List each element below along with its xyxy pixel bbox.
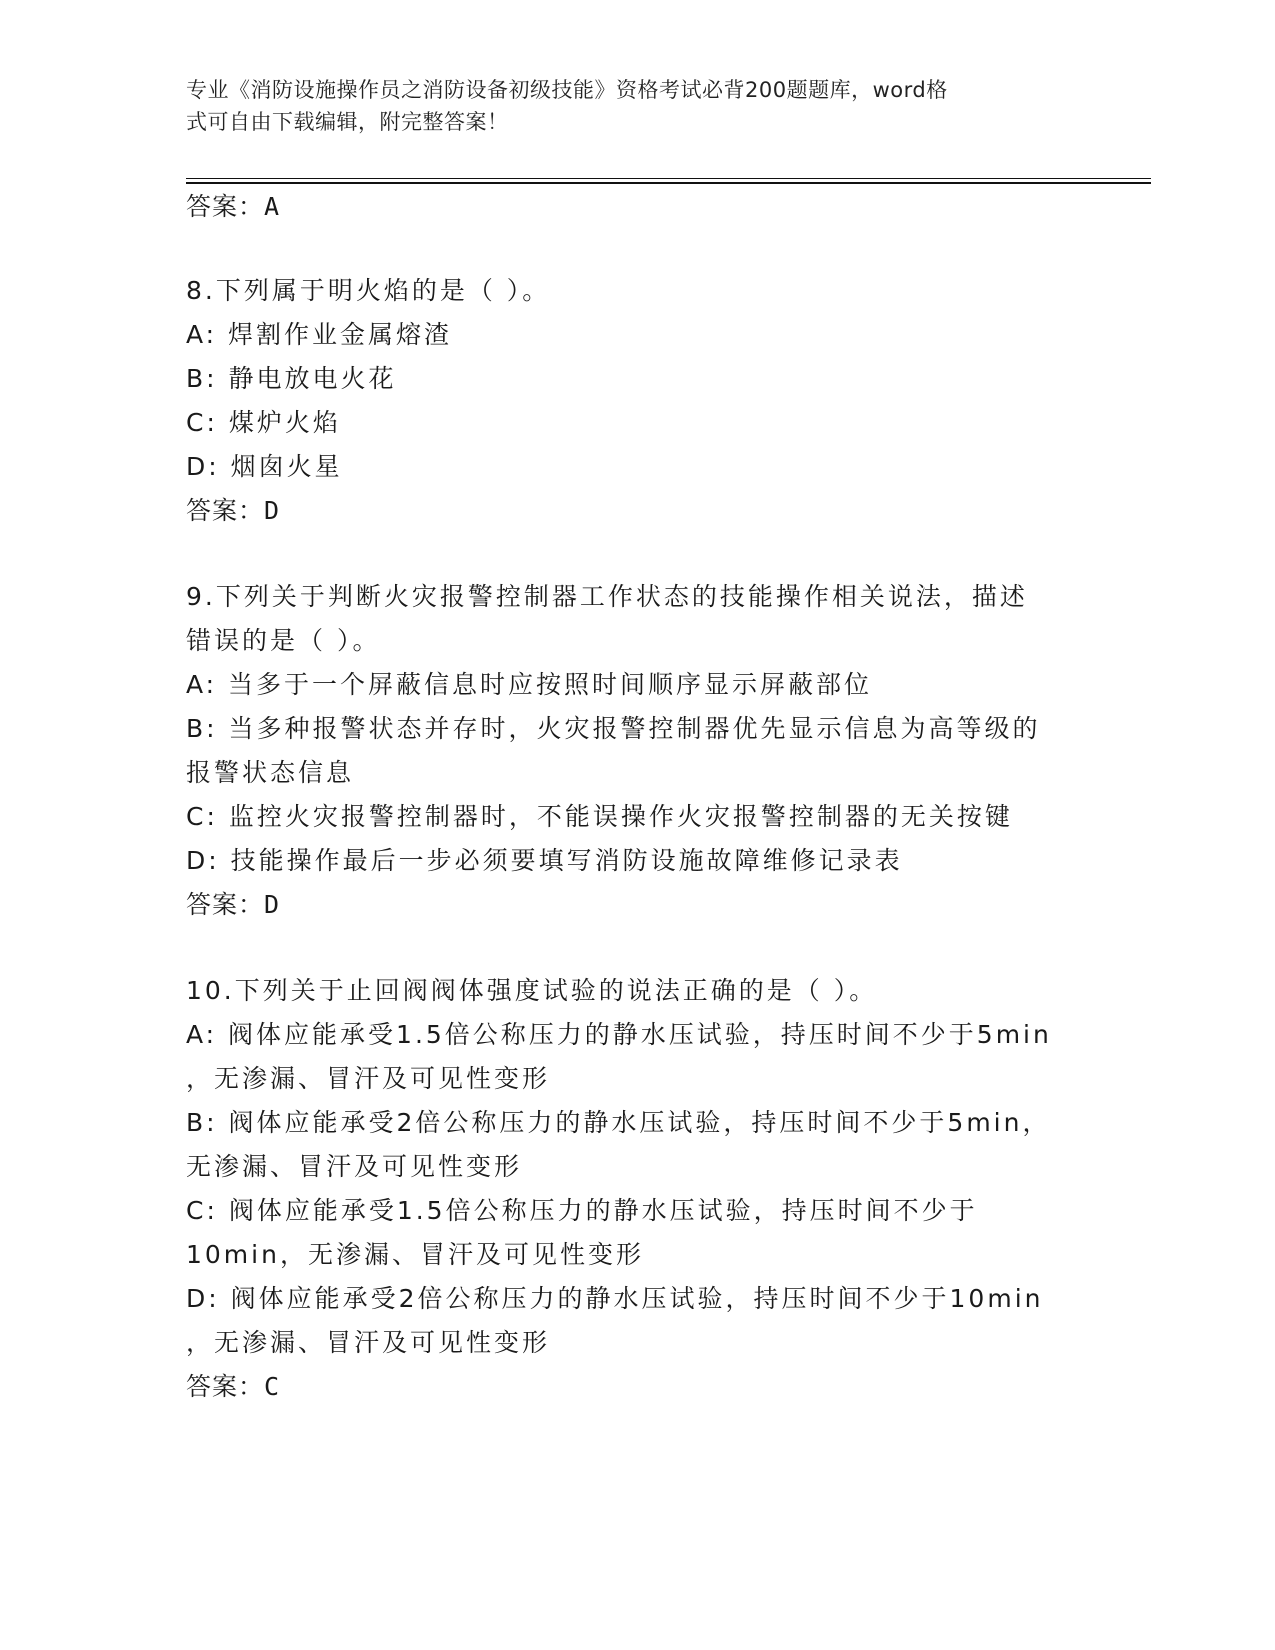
- document-header: [186, 74, 1066, 138]
- question-8-option-a: A: 焊割作业金属熔渣: [186, 320, 453, 349]
- question-10-option-d-line-2: ，无渗漏、冒汗及可见性变形: [186, 1328, 551, 1357]
- question-9-answer: 答案：D: [186, 890, 281, 919]
- question-8-option-c: C: 煤炉火焰: [186, 408, 341, 437]
- question-8-option-d: D: 烟囱火星: [186, 452, 343, 481]
- header-divider-thin: [186, 178, 1151, 179]
- question-10-option-c-line-2: 10min，无渗漏、冒汗及可见性变形: [186, 1240, 644, 1269]
- question-10-option-a-line-2: ，无渗漏、冒汗及可见性变形: [186, 1064, 551, 1093]
- question-9-stem-line-2: 错误的是（ ）。: [186, 626, 381, 655]
- previous-answer: 答案：A: [186, 192, 281, 221]
- question-9-option-b-line-1: B: 当多种报警状态并存时，火灾报警控制器优先显示信息为高等级的: [186, 714, 1041, 743]
- header-divider-thick: [186, 182, 1151, 184]
- question-10-option-c-line-1: C: 阀体应能承受1.5倍公称压力的静水压试验，持压时间不少于: [186, 1196, 978, 1225]
- question-8-option-b: B: 静电放电火花: [186, 364, 397, 393]
- question-9-option-c: C: 监控火灾报警控制器时，不能误操作火灾报警控制器的无关按键: [186, 802, 1013, 831]
- question-8-stem: 8.下列属于明火焰的是（ ）。: [186, 276, 551, 305]
- question-10-stem: 10.下列关于止回阀阀体强度试验的说法正确的是（ ）。: [186, 976, 878, 1005]
- question-10-option-b-line-1: B: 阀体应能承受2倍公称压力的静水压试验，持压时间不少于5min，: [186, 1108, 1051, 1137]
- question-9-stem-line-1: 9.下列关于判断火灾报警控制器工作状态的技能操作相关说法，描述: [186, 582, 1028, 611]
- question-8-answer: 答案：D: [186, 496, 281, 525]
- question-9-option-b-line-2: 报警状态信息: [186, 758, 355, 787]
- question-10-answer: 答案：C: [186, 1372, 281, 1401]
- question-9-option-d: D: 技能操作最后一步必须要填写消防设施故障维修记录表: [186, 846, 903, 875]
- question-10-option-d-line-1: D: 阀体应能承受2倍公称压力的静水压试验，持压时间不少于10min: [186, 1284, 1044, 1313]
- question-10-option-b-line-2: 无渗漏、冒汗及可见性变形: [186, 1152, 523, 1181]
- question-9-option-a: A: 当多于一个屏蔽信息时应按照时间顺序显示屏蔽部位: [186, 670, 873, 699]
- header-line-1: 专业《消防设施操作员之消防设备初级技能》资格考试必背200题题库，word格: [186, 78, 948, 102]
- header-line-2: 式可自由下载编辑，附完整答案！: [186, 110, 509, 134]
- question-10-option-a-line-1: A: 阀体应能承受1.5倍公称压力的静水压试验，持压时间不少于5min: [186, 1020, 1052, 1049]
